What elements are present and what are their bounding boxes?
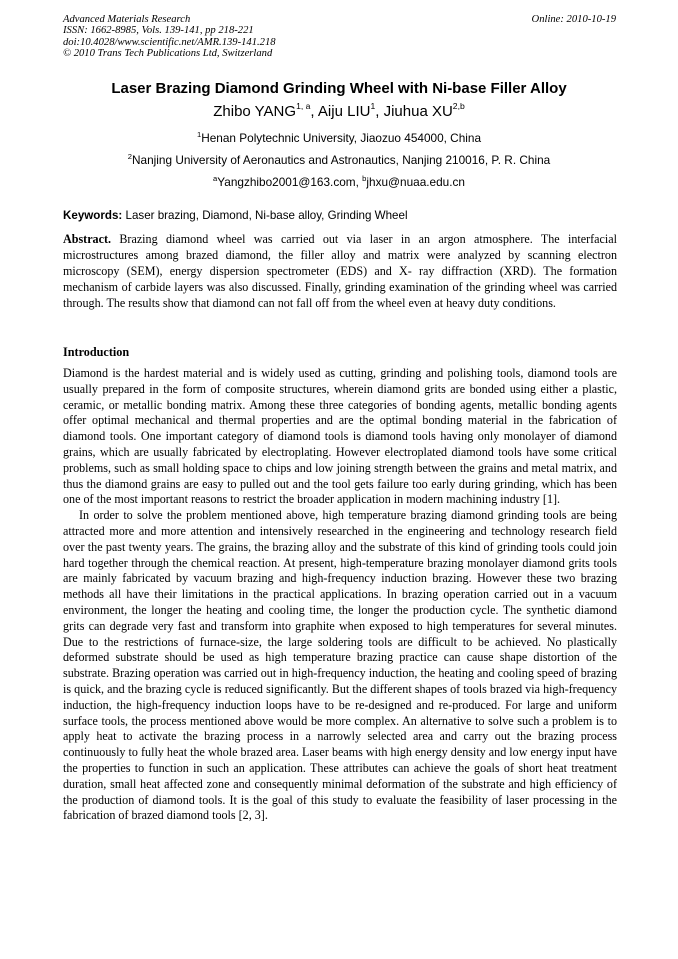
keywords-line: [63, 209, 617, 222]
author-superscript: 2,b: [452, 101, 465, 111]
abstract-label: Abstract.: [63, 232, 112, 246]
copyright-line: © 2010 Trans Tech Publications Ltd, Switzerland: [63, 48, 273, 60]
email-superscript: a: [213, 174, 218, 183]
keywords-label: Keywords:: [63, 209, 123, 222]
keywords-text: Laser brazing, Diamond, Ni-base alloy, Grinding Wheel: [122, 209, 408, 222]
journal-name: Advanced Materials Research: [63, 14, 191, 25]
affiliation-superscript: 1: [196, 130, 202, 139]
affiliation-superscript: 2: [127, 152, 133, 161]
body-paragraph: Diamond is the hardest material and is widely used as cutting, grinding and polishing tools, diamond tools are usually prepared in the form of composite structures, wherein diamond grits are bonded using either a plastic, ceramic, or metallic bonding matrix. Among these three categories of bonding agents, metallic bonding agents offer optimal mechanical and thermal properties and are the optimal bonding material in the fabrication of diamond tools. One important category of diamond tools is diamond tools having only monolayer of diamond grains, which are usually fabricated by electroplating. However electroplated diamond tools have some critical problems, such as small holding space to chips and low joining strength between the grains and metal matrix, and thus the diamond grains are easy to pulled out and the tool gets failure too early during grinding, which has been one of the most important reasons to restrict the broader application in modern machining industry [1].: [63, 366, 617, 507]
online-date: Online: 2010-10-19: [531, 14, 616, 25]
body-paragraph: In order to solve the problem mentioned above, high temperature brazing diamond grinding tools are being attracted more and more attention and intensively researched in the engineering and technology research field over the past twenty years. The grains, the brazing alloy and the substrate of this kind of grinding tools could join hard together through the chemical reaction. At present, high-temperature brazing monolayer diamond grits tools are mainly fabricated by vacuum brazing and high-frequency induction brazing. However these two brazing methods all have their limitations in the practical applications. In brazing operation carried out in a vacuum environment, the longer the heating and cooling time, the longer the production cycle. The synthetic diamond grits can degrade very fast and transform into graphite when exposed to high temperatures for several minutes. Due to the restrictions of furnace-size, the large soldering tools are difficult to be achieved. No plastically deformed substrate should be used as high temperature brazing practice can cause shape distortion of the substrate. Brazing operation was carried out in high-frequency induction, the heating and cooling speed of brazing is quick, and the brazing cycle is reduced significantly. But the different shapes of tools brazed via high-frequency induction, the high-frequency induction loops have to be re-designed and re-produced. For large and uniform surface tools, the process mentioned above would be more complex. An alternative to solve such a problem is to apply heat to activate the brazing process in a narrowly selected area and carry out the brazing process continuously to fully heat the whole brazed area. Laser beams with high energy density and low energy input have the properties to function in such an application. These attributes can achieve the goals of short heat treatment duration, small heat affected zone and consequently minimal deformation of the substrate and high efficiency of the production of diamond tools. It is the goal of this study to evaluate the feasibility of laser processing in the fabrication of brazed diamond tools [2, 3].: [63, 508, 617, 823]
affiliation-text: Henan Polytechnic University, Jiaozuo 454000, China: [201, 131, 482, 145]
doi-line: doi:10.4028/www.scientific.net/AMR.139-141.218: [63, 36, 276, 48]
abstract-paragraph: [63, 231, 617, 311]
author-emails: [0, 175, 678, 189]
author-name: Aiju LIU: [317, 103, 371, 120]
affiliation-1: [0, 131, 678, 145]
email-separator: ,: [355, 175, 363, 189]
author-superscript: 1, a: [296, 101, 311, 111]
email-address: jhxu@nuaa.edu.cn: [366, 175, 465, 189]
paper-title: Laser Brazing Diamond Grinding Wheel with Ni-base Filler Alloy: [111, 80, 567, 97]
author-superscript: 1: [370, 101, 376, 111]
abstract-text: Brazing diamond wheel was carried out via laser in an argon atmosphere. The interfacial microstructures among brazed diamond, the filler alloy and matrix were analyzed by scanning electron microscopy (SEM), energy dispersion spectrometer (EDS) and X- ray diffraction (XRD). The formation mechanism of carbide layers was also discussed. Finally, grinding examination of the grinding wheel was carried through. The results show that diamond can not fall off from the wheel even at heavy duty conditions.: [63, 232, 617, 311]
author-list: [0, 103, 678, 120]
email-superscript: b: [362, 174, 367, 183]
author-name: Zhibo YANG: [213, 103, 297, 120]
affiliation-2: [0, 153, 678, 167]
journal-header: [63, 14, 276, 60]
author-separator: ,: [310, 103, 318, 120]
email-address: Yangzhibo2001@163.com: [217, 175, 356, 189]
introduction-body: [63, 366, 617, 824]
affiliation-text: Nanjing University of Aeronautics and Astronautics, Nanjing 210016, P. R. China: [132, 153, 551, 167]
section-heading-introduction: Introduction: [63, 345, 130, 359]
issn-line: ISSN: 1662-8985, Vols. 139-141, pp 218-221: [63, 25, 254, 37]
author-separator: ,: [375, 103, 384, 120]
author-name: Jiuhua XU: [383, 103, 453, 120]
